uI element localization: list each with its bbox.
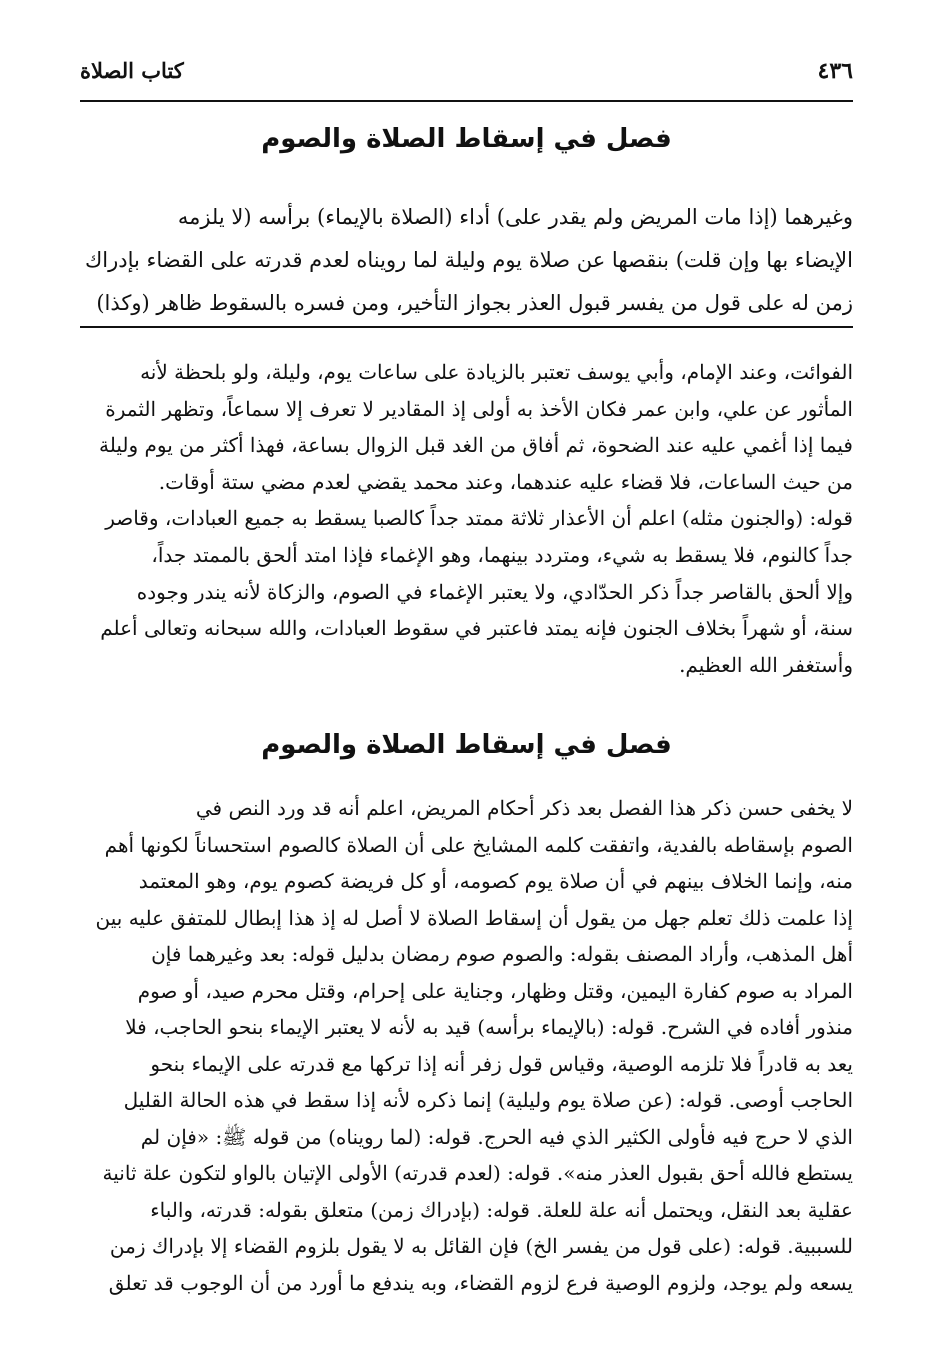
- commentary-line: سنة، أو شهراً بخلاف الجنون فإنه يمتد فاعتبر في سقوط العبادات، والله سبحانه وتعالى أعلم: [100, 616, 853, 641]
- commentary-line: لا يخفى حسن ذكر هذا الفصل بعد ذكر أحكام المريض، اعلم أنه قد ورد النص في: [195, 796, 853, 820]
- commentary-line: المراد به صوم كفارة اليمين، وقتل وظهار، وجناية على إحرام، وقتل محرم صيد، أو صوم: [137, 978, 853, 1003]
- commentary-line: فيما إذا أغمي عليه عند الضحوة، ثم أفاق من الغد قبل الزوال بساعة، فهذا أكثر من يوم وليلة: [98, 433, 853, 458]
- commentary-line: من حيث الساعات، فلا قضاء عليه عندهما، وعند محمد يقضي لعدم مضي ستة أوقات.: [158, 469, 853, 494]
- matn-line: الإيضاء بها وإن قلت) بنقصها عن صلاة يوم وليلة لما رويناه لعدم قدرته على القضاء بإدراك: [84, 248, 853, 272]
- matn-sharh-separator: [80, 326, 853, 328]
- matn-text: [80, 196, 853, 325]
- commentary-line: يسعه ولم يوجد، ولزوم الوصية فرع لزوم القضاء، وبه يندفع ما أورد من أن الوجوب قد تعلق: [108, 1270, 853, 1295]
- commentary-line: الحاجب أوصى. قوله: (عن صلاة يوم وليلية) إنما ذكره لأنه إذا سقط في هذه الحالة القليل: [123, 1088, 853, 1112]
- commentary-line: وإلا ألحق بالقاصر جداً ذكر الحدّادي، ولا يعتبر الإغماء في الصوم، والزكاة لأنه يندر وجوده: [136, 579, 853, 604]
- commentary-line: جداً كالنوم، فلا يسقط به شيء، ومتردد بينهما، وهو الإغماء فإذا امتد ألحق بالممتد جداً،: [151, 542, 853, 567]
- commentary-line: منه، وإنما الخلاف بينهم في أن صلاة يوم كصومه، أو كل فريضة كصوم يوم، وهو المعتمد: [138, 869, 853, 893]
- commentary-line: المأثور عن علي، وابن عمر فكان الأخذ به أولى إذ المقادير لا تعرف إلا سماعاً، وتظهر الثمرة: [105, 396, 853, 421]
- section-heading-commentary: فصل في إسقاط الصلاة والصوم: [261, 730, 672, 760]
- commentary-line: للسببية. قوله: (على قول من يفسر الخ) فإن القائل به لا يقول بلزوم القضاء إلا بإدراك زمن: [109, 1234, 853, 1258]
- commentary-top: [80, 354, 853, 683]
- commentary-bottom: [80, 790, 853, 1301]
- running-title: كتاب الصلاة: [80, 58, 184, 83]
- commentary-line: أهل المذهب، وأراد المصنف بقوله: والصوم صوم رمضان بدليل قوله: بعد وغيرهما فإن: [151, 942, 853, 966]
- section-heading: فصل في إسقاط الصلاة والصوم: [261, 124, 672, 154]
- page-number: ٤٣٦: [817, 58, 853, 84]
- commentary-line: منذور أفاده في الشرح. قوله: (بالإيماء برأسه) قيد به لأنه لا يعتبر الإيماء بنحو الحاجب، فلا: [125, 1015, 853, 1039]
- commentary-line: قوله: (والجنون مثله) اعلم أن الأعذار ثلاثة ممتد جداً كالصبا يسقط به جميع العبادات، وقاصر: [105, 506, 853, 531]
- commentary-line: الفوائت، وعند الإمام، وأبي يوسف تعتبر بالزيادة على ساعات يوم، وليلة، ولو بلحظة لأنه: [140, 360, 853, 384]
- header-rule: [80, 100, 853, 102]
- matn-line: وغيرهما (إذا مات المريض ولم يقدر على) أداء (الصلاة بالإيماء) برأسه (لا يلزمه: [177, 205, 853, 229]
- commentary-line: الذي لا حرج فيه فأولى الكثير الذي فيه الحرج. قوله: (لما رويناه) من قوله ﷺ: «فإن لم: [140, 1124, 853, 1149]
- commentary-line: إذا علمت ذلك تعلم جهل من يقول أن إسقاط الصلاة لا أصل له إذ هذا إبطال للمتفق عليه بين: [95, 905, 853, 930]
- commentary-line: وأستغفر الله العظيم.: [679, 652, 853, 677]
- commentary-line: يستطع فالله أحق بقبول العذر منه». قوله: (لعدم قدرته) الأولى الإتيان بالواو لتكون علة ثانية: [102, 1161, 853, 1185]
- matn-line: زمن له على قول من يفسر قبول العذر بجواز التأخير، ومن فسره بالسقوط ظاهر (وكذا): [96, 291, 853, 315]
- commentary-line: الصوم بإسقاطه بالفدية، واتفقت كلمه المشايخ على أن الصلاة كالصوم استحساناً لكونها أهم: [104, 832, 853, 857]
- page-header: [80, 54, 853, 94]
- commentary-line: يعد به قادراً فلا تلزمه الوصية، وقياس قول زفر أنه إذا تركها مع قدرته على الإيماء بنحو: [150, 1051, 853, 1076]
- commentary-line: عقلية بعد النقل، ويحتمل أنه علة للعلة. قوله: (بإدراك زمن) متعلق بقوله: قدرته، والباء: [150, 1197, 853, 1222]
